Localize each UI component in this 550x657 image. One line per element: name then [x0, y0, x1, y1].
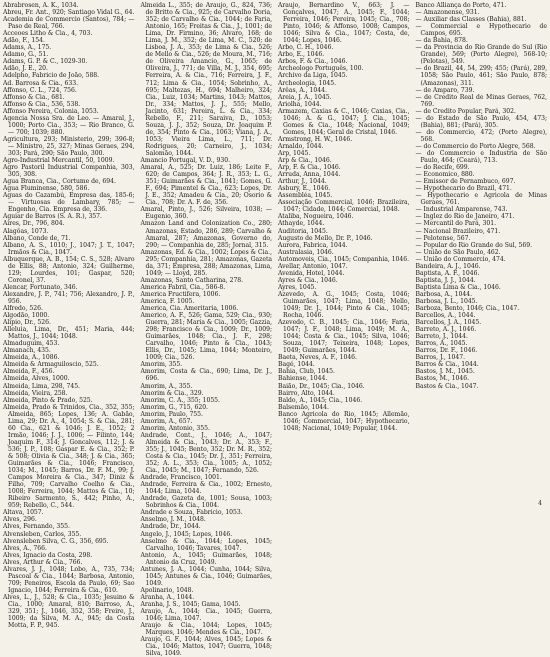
- index-entry: Alleluia, Lima, Dr., 451; Maria, 444; Mattos, J., 1044; 1048.: [3, 326, 135, 341]
- index-entry: Almeida, F., 456.: [3, 368, 55, 376]
- index-entry: — Hypothecario do Brazil, 471.: [415, 185, 512, 193]
- index-entry: Andrade, Ferreira & Cia., 1002; Ernesto, 1044; Lima, 1044.: [140, 481, 272, 496]
- index-entry: — Commercial e Hypothecario de Campos, 695.: [415, 23, 547, 38]
- index-entry: Agencia Nossa Sra. de Leo. — Amaral, J., 1000; Porto Cia., 353; — Rio Branco, G. — 700; 1039; 880.: [3, 114, 135, 136]
- index-entry: Agua Fluminense, 580, 586.: [3, 185, 90, 193]
- index-entry: Baião, Dr., 1045; Cia., 1046.: [278, 382, 365, 390]
- index-entry: Amorim, A., 657.: [140, 417, 193, 425]
- index-entry: Andrade, Gazeta de, 1001; Sousa, 1003; Sobrinhos & Cia., 1004.: [140, 495, 272, 510]
- index-entry: — do Recife, 699.: [415, 164, 470, 172]
- index-entry: Adelpho, Fabricio de João, 588.: [3, 72, 100, 80]
- index-entry: Auditoria, 1045.: [278, 227, 328, 235]
- index-entry: Almeida, Vieira, 258.: [3, 389, 68, 397]
- index-entry: Bastos & Cia., 1047.: [415, 382, 479, 390]
- index-entry: Amorim, Paulo, 755.: [140, 410, 203, 418]
- index-entry: Amazonas, Ed. & Cia., 1002; Lopes & Cia., 295; Companhia, 281; Amazonas, Gazeta da, 371; Empresa, 288; Amazonas, Lima, 1049; — Lloyd, 285.: [140, 248, 272, 277]
- index-entry: Amazon Land and Colonization Co., 280; Amazonas, Estado, 286, 289; Carvalho & Amaral, 287; Amazonas, Governo do, 290; — Companhia de, 285; Jornal, 315.: [140, 220, 272, 249]
- index-entry: Arnaldo, 1044.: [278, 142, 324, 150]
- index-entry: Alves, L., J., 528; & Cia., 1035; Jesuino & Cia., 1000; Amaral, 810; Barroso, A., 329, 351; J., 1046, 352, 358; Freire, J., 1009; da Silva, M. A., 945; da Costa Motta, F. P., 945.: [3, 593, 135, 630]
- index-entry: Amazonas, Santo Catharina, 278.: [140, 276, 244, 284]
- index-entry: — Hypothecario e Agricola de Minas Geraes, 761.: [415, 192, 547, 207]
- index-entry: Arp, F. & Cia., 1046.: [278, 164, 341, 172]
- index-entry: Azevedo, A. G., 1045; Costa, 1046; Guimarães, 1047; Lima, 1048; Mello, 1049; Dr. J., 1044; Pinto & Cia., 1045; Rocha, 1046.: [278, 290, 410, 320]
- index-entry: Aranha, A., 1044.: [140, 593, 195, 601]
- index-entry: Affonso & Cia., 681.: [3, 93, 65, 101]
- index-entry: Baptista, A. F., 1046.: [415, 269, 480, 277]
- index-entry: Bastos, M., 1046.: [415, 375, 470, 383]
- index-entry: Archeologo Português, 100.: [278, 65, 364, 73]
- index-entry: Amorim & Cia., 329.: [140, 389, 204, 397]
- index-entry: Almeida & Armaguiloscio, 525.: [3, 361, 99, 369]
- index-entry: Alvensleben, Carlos, 355.: [3, 530, 82, 538]
- index-entry: Andrade, Francisco, 1001.: [140, 474, 222, 482]
- index-entry: — da Bahia, 878.: [415, 37, 468, 45]
- index-entry: Amorim, G., 715, 620.: [140, 403, 208, 411]
- index-entry: — Amazonense, 931.: [415, 9, 480, 17]
- index-entry: — do Estado de São Paulo, 454, 473; (Bahia), 881; (Pará), 305.: [415, 114, 547, 129]
- index-entry: Augusto de Mello, Dr. P., 1046.: [278, 234, 373, 242]
- index-entry: Aguas do Cazambú, Empresa das, 185-6; — Virtuosas de Lambary, 785; — Engenho, Cia. Empresa de, 336.: [3, 192, 135, 214]
- index-entry: Alves, Fernando, 355.: [3, 523, 70, 531]
- index-entry: Americo, A. F., 526; Gama, 529; Cia., 930; Guerra, 281; Maria & Cia., 1005; Gazzia, 298; Francisco & Cia., 1009; Dr., 1009; Guimarães, 1048; Cia., J. F., 298; Carvalho, 1046; Pinto & Cia., 1043; Ellis, Dr., 1045; Lima, 1044; Monteiro, 1009; Cia., 526.: [140, 312, 272, 362]
- index-entry: Athayde, 1044.: [278, 220, 325, 228]
- index-entry: Agricultura, 293; Ministerio, 299; 396-8; — Ministro, 25, 327; Minas Geraes, 294, 303; Pará, 290; São Paulo, 300.: [3, 135, 135, 157]
- index-entry: — Industrial Amparense, 743.: [415, 206, 508, 214]
- index-entry: Amorim, A., 355.: [140, 382, 193, 390]
- index-entry: Alfredo, 526.: [3, 305, 43, 313]
- index-entry: — Mercantil do Pará, 301.: [415, 220, 496, 228]
- index-column-1: [3, 2, 135, 630]
- index-entry: Banco Agricola do Rio, 1045; Allemão, 1046; Commercial, 1047; Hypothecario, 1048; Nacional, 1049; Popular, 1044.: [278, 410, 410, 432]
- index-entry: Acceoes Litho & Cia., 4, 703.: [3, 30, 93, 38]
- index-entry: Anselmo & Cia., 1044; Lopes, 1045; Carvalho, 1046; Tavares, 1047.: [140, 537, 272, 552]
- index-entry: Angelo, J., 1045; Lopes, 1046.: [140, 530, 233, 538]
- index-entry: Azevedo, C. B., 1045; Cia., 1046; Faria, 1047; J. F., 1048; Lima, 1049; M. A., 1044; Costa & Cia., 1045; Silva, 1046; Souza, 1047; Teixeira, 1048; Lopes, 1049; Guimarães, 1044.: [278, 319, 410, 355]
- index-entry: Aguiar de Barros (S. A. R.), 357.: [3, 213, 102, 221]
- index-entry: Anselmo, J. M., 1048.: [140, 516, 206, 524]
- index-entry: Andrade, Dr., 1044.: [140, 523, 201, 531]
- index-entry: Bairro, Alto, 1044.: [278, 389, 335, 397]
- index-entry: Amorim, 355.: [140, 361, 183, 369]
- index-entry: America Fabril, Cia., 586-8.: [140, 283, 226, 291]
- index-entry: Albano, A. S., 1010; J., 1047; J. T., 1047; Irmãos & Cia., 1047.: [3, 241, 135, 256]
- index-entry: Barros, J., 1047.: [415, 354, 465, 362]
- index-entry: Arp & Cia., 1046.: [278, 157, 332, 165]
- index-column-4: [416, 2, 548, 509]
- index-entry: Almeida, Lima, 298, 745.: [3, 382, 80, 390]
- index-entry: Bahia, Club, 1045.: [278, 368, 335, 376]
- index-entry: Ataliba, Nogueira, 1046.: [278, 213, 354, 221]
- index-entry: Baptista, J. J., 1044.: [415, 276, 476, 284]
- index-entry: America, F. 1005.: [140, 297, 195, 305]
- index-entry: Andrade e Souza, Fabricio, 1053.: [140, 509, 243, 517]
- index-entry: Almeida, Alves, 1000.: [3, 375, 70, 383]
- index-entry: Arbo, E., 1046.: [278, 51, 325, 59]
- index-entry: — União de São Paulo, 462.: [415, 248, 501, 256]
- index-entry: Arruda, Anna, 1044.: [278, 171, 341, 179]
- index-entry: Alipio, Dr., 526.: [3, 319, 51, 327]
- index-entry: Bastos, J. M., 1045.: [415, 368, 475, 376]
- index-entry: Armstrong, H. W., 1046.: [278, 135, 353, 143]
- index-entry: — do Brazil, 44, 54, 299; 455; (Pará), 289, 1058; São Paulo, 461; São Paulo, 878; (Amazonas), 311.: [415, 65, 547, 87]
- index-entry: Abrabrosen, A. K., 1034.: [3, 2, 79, 9]
- index-entry: Bandeira, A. J., 1046.: [415, 262, 481, 270]
- index-entry: Asbury, E., 1046.: [278, 185, 331, 193]
- index-entry: Alagôas, 1073.: [3, 227, 49, 235]
- index-entry: — de Credito Real de Minas Geraes, 762, 769.: [415, 93, 547, 108]
- index-entry: Amorim, Costa & Cia., 690; Lima, Dr. J., 696.: [140, 368, 272, 383]
- index-entry: Avellar, Antonio, 1047.: [278, 262, 348, 270]
- index-entry: Barboza, Bento, 1046; Cia., 1047.: [415, 305, 520, 313]
- index-entry: Barbosa, A., 1044.: [415, 290, 473, 298]
- index-entry: Barros & Cia., 1044.: [415, 361, 479, 369]
- index-entry: Amaral, Pinto, J., 526; Silveira, 1038; — Eugenio, 360.: [140, 206, 272, 221]
- index-entry: Abreu, Fr. Ant., 920; Santiago Vidal G., 64.: [3, 9, 135, 17]
- index-entry: Ariolha, 1044.: [278, 100, 322, 108]
- index-entry: Agua Branca, Cia., Cortume de, 694.: [3, 178, 116, 186]
- index-entry: Amancio Portugal, V. D., 930.: [140, 157, 231, 165]
- index-entry: Ayres & Cia., 1046.: [278, 276, 338, 284]
- index-entry: Agro-Industrial Mercantil, 50, 1009.: [3, 157, 115, 165]
- index-entry: Arêas, A., 1044.: [278, 86, 327, 94]
- index-entry: Academia de Commercio (Santos), 784; — Paso de Real, 766.: [3, 16, 135, 31]
- index-entry: — Economico, 880.: [415, 171, 475, 179]
- index-entry: Alves, 296.: [3, 516, 37, 524]
- index-entry: — Popular do Rio Grande do Sul, 569.: [415, 241, 533, 249]
- index-entry: Andrade, Cont., J., 1046; A., 1047; Almeida & Cia., 1043; Dr. A., 353; F., 355; J., 1045; Bento, 352; Dr. M. R., 352; Costa & Cia., 1045; Dr. J., 351; Ferreira, 352; A. L., 353; Cia., 1005; A., 1052; Cia., 1045; M., 1047; Fernando, 526.: [140, 431, 272, 475]
- index-entry: — Emissor de Pernambuco, 697.: [415, 178, 516, 186]
- index-entry: Albano, Conde de, 71.: [3, 234, 71, 242]
- index-entry: Bahiense, 1044.: [278, 375, 328, 383]
- index-entry: Baeta, Neves, A. F., 1046.: [278, 354, 357, 362]
- index-entry: Alves, Arthur & Cia., 766.: [3, 558, 83, 566]
- index-entry: Barros, A., 1045.: [415, 340, 468, 348]
- index-entry: Alves, A., 766.: [3, 544, 47, 552]
- index-entry: Araujo, A., 1044; Cia., 1045; Guerra, 1046; Lima, 1047.: [140, 608, 272, 623]
- index-entry: Aurora, Fabrica, 1044.: [278, 241, 348, 249]
- index-entry: — Inglez do Rio de Janeiro, 471.: [415, 213, 515, 221]
- index-entry: Barros, Dr. F., 1046.: [415, 347, 478, 355]
- index-entry: Barcellos, J. A., 1045.: [415, 319, 482, 327]
- index-entry: Banco Alliança do Porto, 471.: [415, 2, 507, 9]
- index-entry: Arbo, C. H., 1046.: [278, 44, 334, 52]
- index-entry: Arbos, F. & Cia., 1046.: [278, 58, 348, 66]
- index-entry: Areia, J. A., 1045.: [278, 93, 332, 101]
- index-entry: Baptista Lima & Cia., 1046.: [415, 283, 501, 291]
- index-entry: Automoveis, Cia., 1045; Companhia, 1046.: [278, 255, 410, 263]
- index-column-2: [140, 2, 273, 657]
- index-entry: — do Commercio do Porto Alegre, 568.: [415, 142, 536, 150]
- index-entry: Avenida, Hotel, 1044.: [278, 269, 345, 277]
- index-entry: — de Amparo, 739.: [415, 86, 475, 94]
- index-entry: Affonso & Cia., 536, 538.: [3, 100, 81, 108]
- index-entry: Algodão, 1000.: [3, 312, 50, 320]
- index-entry: Alexandre, J. P., 741; 756; Alexandro, J. P., 956.: [3, 290, 135, 305]
- index-entry: Amorim, Antonio, 355.: [140, 424, 210, 432]
- index-entry: Amaral, A., 525; Dr. Luiz, 186; Leite F., 620; de Campos, 364; J. R., 353; L. G., 351; Guimarães & Cia., 1041; Gomes, G. F., 694; Pimentel & Cia., 623; Lopes, Dr. J. E., 352; Amadeu & Cia., 20; Osorio & Cia., 708; Dr. A. F. de, 356.: [140, 164, 272, 207]
- index-entry: Almanach, 435.: [3, 347, 51, 355]
- index-entry: — do Commercio e Industria de São Paulo, 464; (Ceará), 713.: [415, 149, 547, 165]
- index-entry: Alves, Ignacio da Costa, 298.: [3, 551, 93, 559]
- index-entry: Agro Pastoril Industrial Companhia, 303, 305, 308.: [3, 164, 135, 179]
- index-entry: Archeologia, 1045.: [278, 79, 336, 87]
- index-entry: — da Provincia do Rio Grande do Sul (Rio Grande), 569; (Porto Alegre), 568-10; (Pelotas), 549.: [415, 44, 547, 66]
- index-entry: Apolinario, 1048.: [140, 586, 194, 594]
- index-entry: Assembléa, 1045.: [278, 192, 333, 200]
- index-entry: Alvensleben Silva, C. G., 356, 695.: [3, 537, 109, 545]
- index-entry: Almeida, Prado & Trinidos, Cia., 352, 355; Almeida, 865; Lopes, 136; A. Gabão, Lima, 29; Dr. A., 4, 1054; S. & Cia., 281; 60 Cia., 621 & 1046; J. E., 1052; 2 Irmão, 1046; J. J., 1006; — Filinto, 144; Joaquim F., 314; J. Goncalves, 112; J. & 536; J. P., 108; Gaspar E. & Cia., 352; P. & 508; Olivia & Cia., 348; J. & Cia., 365; Guimarães & Cia., 1046; Francisco, 1034; M., 1045; Barros, Dr. F. M., 99; J. Campos Moreira & Cia., 347; Diniz & Filho, 709; Carvalho Coelho & Cia., 1008; Ferreira, 1044; Mattos & Cia., 10; Ribeiro Sarmento, S., 442; Pinho, A., 959; Rebello, C., 544.: [3, 403, 135, 510]
- index-entry: Almeida, Pinto & Prado, 525.: [3, 396, 93, 404]
- index-entry: Barcellos, A., 1044.: [415, 312, 476, 320]
- index-entry: Almaduguim, 453.: [3, 340, 60, 348]
- index-entry: Baldo, A., 1045; Cia., 1046.: [278, 396, 363, 404]
- index-entry: Barreto, A. J., 1046.: [415, 326, 477, 334]
- index-entry: Balsemão, 1044.: [278, 403, 329, 411]
- index-entry: — Pelotense, 567.: [415, 234, 471, 242]
- index-entry: America, Cia. Ameritaria, 1006.: [140, 305, 239, 313]
- index-entry: Adão, F., 154.: [3, 37, 45, 45]
- page-number: 4: [538, 500, 542, 507]
- index-entry: Barreto, J., 1044.: [415, 333, 468, 341]
- index-entry: Aranha, J. S., 1045; Gama, 1045.: [140, 600, 241, 608]
- index-entry: Adão, J. E., 20.: [3, 65, 48, 73]
- index-entry: Bagé, 1044.: [278, 361, 315, 369]
- index-entry: Armazem, Caxias & C., 1046; Caxias, Cia., 1046; A. & G., 1047; J. Cia., 1045; Gomes & Cia., 1048; Nacional, 1049; Gomes, 1044; Geral de Cristal, 1046.: [278, 107, 410, 136]
- index-entry: Adamo, G., 51.: [3, 51, 49, 59]
- index-entry: Altava, 1057.: [3, 509, 44, 517]
- index-entry: Affonso, C. L., 724, 756.: [3, 86, 77, 94]
- index-entry: Amorim, C. A., 355; 1055.: [140, 396, 220, 404]
- index-entry: — do Commercio, 472; (Porto Alegre), 568.: [415, 128, 547, 143]
- index-entry: America Fructifera, 1006.: [140, 290, 221, 298]
- index-entry: Adams, G. P. & C., 1029-30.: [3, 58, 88, 66]
- index-entry: Alvares, J. J., 1048; Lobo, A., 735, 734; Pascoal & Cia., 1044; Barbosa, Antonio, 709; Peneiros, Escola da Paulo, 69; Sao Ignacio, 1044; Ferreira & Cia., 610.: [3, 565, 135, 594]
- index-column-3: [278, 2, 410, 509]
- index-entry: Aires, Dr., 796, 804.: [3, 220, 65, 228]
- index-entry: Affonso Pereira, Colonia, 1053.: [3, 107, 99, 115]
- index-entry: Araujo, Bernardino V., 663; J. — Gonçalves, 1047; A., 1045; F., 1044; Ferreira, 1046; Pereira, 1045; Cia., 708; Pinto, 1046; & Affonso, 1008; Campos, 1046; Silva & Cia., 1047; Costa, de, 1044; Lopes, 1046.: [278, 2, 410, 45]
- index-entry: Australasia, 1046.: [278, 248, 334, 256]
- index-entry: Adams, A., 175.: [3, 44, 52, 52]
- index-entry: Antonio, A., 1045; Guimarães, 1048; Antonio da Cruz, 1049.: [140, 551, 272, 566]
- index-entry: — União do Commercio, 474.: [415, 255, 506, 263]
- index-entry: Archivo da Liga, 1045.: [278, 72, 348, 80]
- index-entry: Arp, 1045.: [278, 149, 311, 157]
- index-entry: Antunes, J. A., 1044; Cunha, 1044; Silva, 1045; Antunes & Cia., 1046; Guimarães, 1049.: [140, 565, 272, 587]
- index-entry: Ad. Barrosa & Cia., 633.: [3, 79, 78, 87]
- index-entry: Almeida, A., 1086.: [3, 354, 60, 362]
- index-entry: Araujo, G. F., 1044; Alves, 1045; Lopes & Cia., 1046; Mattos, 1047; Guerra, 1048; Silva, 1049.: [140, 636, 272, 657]
- index-entry: Araujo & Cia., 1044; Lopes, 1045; Marques, 1046; Mendes & Cia., 1047.: [140, 622, 272, 637]
- index-entry: Associação Commercial, 1046; Brazileira, 1047; Cidade, 1044; Comercial, 1048.: [278, 199, 410, 214]
- index-entry: — Auxiliar das Classes (Bahia), 881.: [415, 16, 527, 24]
- index-entry: Arthur, J., 1044.: [278, 178, 327, 186]
- index-entry: Almeida L., 355; de Araujo, G., 824, 736; de Britto & Cia., 925; de Carvalho Doria, 352; de Carvalho & Cia., 1044; de Faria, Antonio, 165; Freitas & Cia., J., 1001; de Lima, Dr. Firmino, 36; Alvaro, 168; de Lima, J. M., 352; de Lima, M. C., 520; de Lisboa, J. A., 353; de Lima & Cia., 526; de Mello & Cia., 526; de Moura, M., 716; de Oliveira Amancio, G., 1065; de Oliveira, J., 771; de Villa, M. J., 354, 695; Ferreira, A. & Cia., 716; Ferreira, J. F., 712; Lima & Cia., 1054; Sobrinho, A., 695; Maltezas, H., 694; Malheiro, 324; Cia., Luiz, 1034; Martins, 1043; Mattos, Dr., 334; Mattos, J. J., 555; Mello, Jacinto, 631; Pereira, L. & Cia., 334; Rebello, F., 211; Saraiva, D., 1053; Souza, J. J., 352; Souza, Dr. Joaquim P. de, 354; Pinto & Cia., 1063; Viana, J. A., 1053; Vieira Lima, L., 711; Dr. Rodrigues, 20; Carneiro, J., 1034; Salomão, 1044.: [140, 2, 272, 157]
- index-entry: Albuquerque, A. B., 154; C. S., 528; Alvaro de Ellis, 88; Antonio, 324; Guilherme, 129; Lourdes, 101; Gaspar, 520; Coronel, 37.: [3, 255, 135, 284]
- index-entry: — de Credito Popular, Pará, 302.: [415, 107, 516, 115]
- index-entry: Barbosa, J. L., 1045.: [415, 297, 478, 305]
- index-entry: Alencar, Fortunato, 346.: [3, 283, 78, 291]
- index-entry: Ayres, 1045.: [278, 283, 317, 291]
- index-entry: — Nacional Brazileiro, 471.: [415, 227, 501, 235]
